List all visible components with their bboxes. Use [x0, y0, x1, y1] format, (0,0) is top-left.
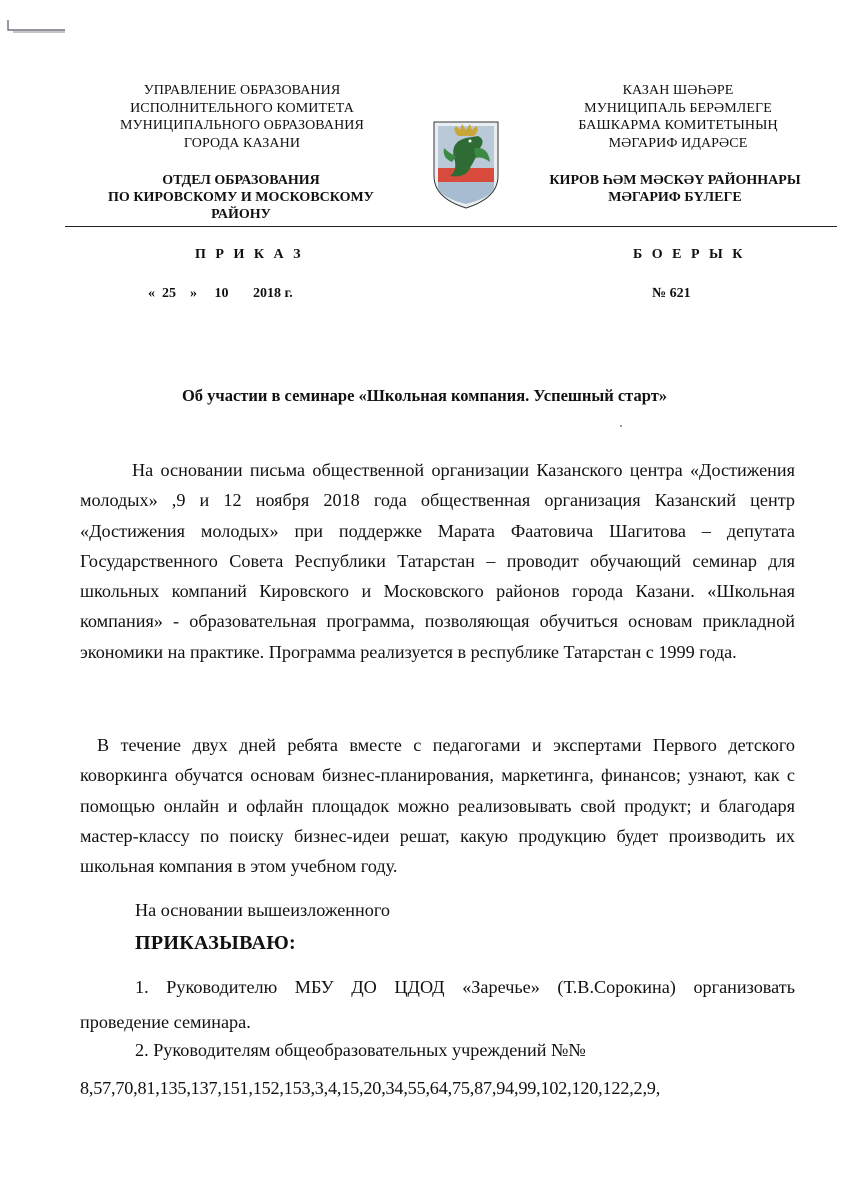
- order-heading: ПРИКАЗЫВАЮ:: [135, 932, 296, 954]
- header-left-dept-line: ОТДЕЛ ОБРАЗОВАНИЯ: [162, 173, 320, 188]
- order-item-2: 2. Руководителям общеобразовательных учреждений №№: [135, 1040, 586, 1060]
- header-right-department: [525, 172, 825, 206]
- header-left-line: УПРАВЛЕНИЕ ОБРАЗОВАНИЯ: [143, 83, 341, 98]
- scan-corner-mark: [5, 18, 67, 34]
- header-left-dept-line: ПО КИРОВСКОМУ И МОСКОВСКОМУ: [108, 190, 374, 205]
- header-left-dept-line: РАЙОНУ: [211, 207, 271, 222]
- order-item-1: 1. Руководителю МБУ ДО ЦДОД «Заречье» (Т.В.Сорокина) организовать проведение семинара.: [80, 977, 795, 1032]
- header-right-line: КАЗАН ШӘҺӘРЕ: [622, 83, 734, 98]
- header-left-line: ИСПОЛНИТЕЛЬНОГО КОМИТЕТА: [130, 100, 354, 116]
- header-right-line: МӘГАРИФ ИДАРӘСЕ: [608, 135, 748, 151]
- scan-dot: [620, 425, 622, 427]
- header-left-line: ГОРОДА КАЗАНИ: [183, 135, 301, 151]
- body-paragraph-1: На основании письма общественной организации Казанского центра «Достижения молодых» ,9 и 12 ноября 2018 года общественная организация Казанский центр «Достижения молодых» при поддержке Марата Фаатовича Шагитова – депутата Государственного Совета Республики Татарстан – проводит обучающий семинар для школьных компаний Кировского и Московского районов города Казани. «Школьная компания» - образовательная программа, позволяющая обучиться основам прикладной экономики на практике. Программа реализуется в республике Татарстан с 1999 года.: [80, 460, 795, 662]
- header-left-line: МУНИЦИПАЛЬНОГО ОБРАЗОВАНИЯ: [120, 118, 364, 133]
- header-right-org: [528, 82, 828, 152]
- header-right-line: МУНИЦИПАЛЬ БЕРӘМЛЕГЕ: [584, 100, 772, 116]
- order-title-ru: П Р И К А З: [195, 247, 304, 262]
- body-paragraph-2: В течение двух дней ребята вместе с педагогами и экспертами Первого детского коворкинга обучатся основам бизнес-планирования, маркетинга, финансов; узнают, как с помощью онлайн и офлайн площадок можно реализовывать свой продукт; и благодаря мастер-классу по поиску бизнес-идеи решат, какую продукцию будет производить их школьная компания в этом учебном году.: [80, 735, 795, 877]
- document-title: Об участии в семинаре «Школьная компания. Успешный старт»: [181, 386, 668, 405]
- header-right-dept-line: КИРОВ ҺӘМ МӘСКӘҮ РАЙОННАРЫ: [549, 173, 801, 188]
- header-right-line: БАШКАРМА КОМИТЕТЫНЫҢ: [578, 118, 778, 133]
- order-date: « 25 » 10 2018 г.: [148, 286, 293, 301]
- order-number: № 621: [652, 286, 691, 301]
- kazan-coat-of-arms-icon: [430, 118, 502, 210]
- header-left-org: [82, 82, 402, 152]
- basis-line: На основании вышеизложенного: [135, 900, 390, 920]
- order-item-2-school-list: 8,57,70,81,135,137,151,152,153,3,4,15,20,34,55,64,75,87,94,99,102,120,122,2,9,: [80, 1078, 661, 1098]
- order-title-tt: Б О Е Р Ы К: [633, 247, 746, 262]
- header-right-dept-line: МӘГАРИФ БҮЛЕГЕ: [608, 190, 742, 205]
- header-divider: [65, 226, 837, 227]
- header-left-department: [82, 172, 400, 223]
